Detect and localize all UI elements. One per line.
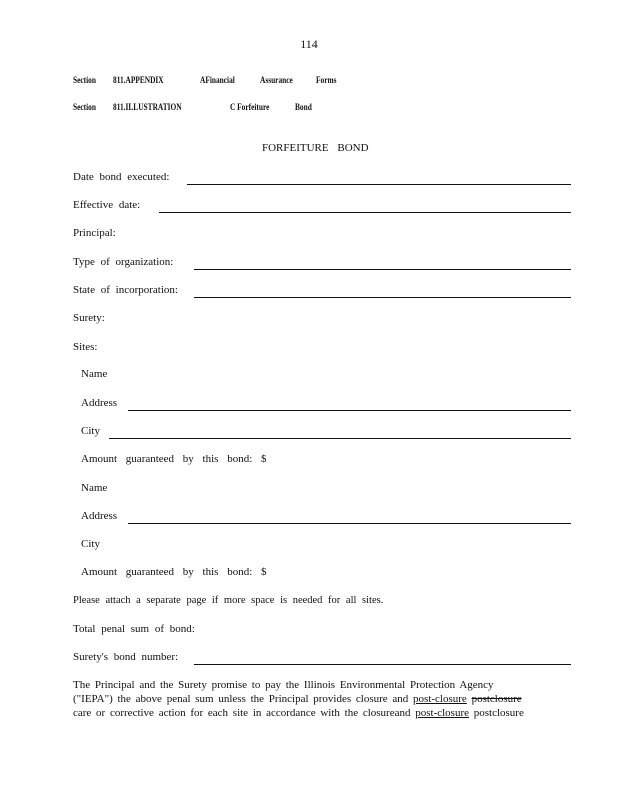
paragraph-line-1: The Principal and the Surety promise to pay the Illinois Environmental Protection Agency: [73, 679, 494, 691]
site1-address-label: Address: [81, 397, 118, 409]
header-illustration: 811.ILLUSTRATION: [113, 102, 182, 112]
header-forfeiture: C Forfeiture: [230, 102, 270, 112]
paragraph-line-2-text: ("IEPA") the above penal sum unless the Principal provides closure and: [73, 693, 409, 705]
surety-label: Surety:: [73, 312, 105, 324]
site1-name-label: Name: [81, 368, 108, 380]
site1-address-line[interactable]: [128, 410, 571, 411]
site1-city-line[interactable]: [109, 438, 571, 439]
header-section-number: 811.APPENDIX: [113, 75, 164, 85]
site1-city-label: City: [81, 425, 100, 437]
paragraph-line-3-underlined: post-closure: [415, 707, 469, 719]
header-section-label: Section: [73, 75, 96, 85]
effective-date-label: Effective date:: [73, 199, 141, 211]
site2-city-label: City: [81, 538, 100, 550]
paragraph-line-3: [73, 707, 524, 719]
date-executed-line[interactable]: [187, 184, 571, 185]
paragraph-line-2: [73, 693, 522, 705]
total-penal-label: Total penal sum of bond:: [73, 623, 195, 635]
state-inc-line[interactable]: [194, 297, 571, 298]
paragraph-line-3-end: postclosure: [473, 707, 524, 719]
site2-amount-label: Amount guaranteed by this bond:: [81, 566, 253, 578]
site2-address-line[interactable]: [128, 523, 571, 524]
header-section-label-2: Section: [73, 102, 96, 112]
paragraph-line-2-underlined: post-closure: [413, 693, 467, 705]
header-financial: AFinancial: [200, 75, 235, 85]
site1-dollar: $: [261, 453, 267, 465]
bond-number-label: Surety's bond number:: [73, 651, 179, 663]
org-type-label: Type of organization:: [73, 256, 174, 268]
form-title: FORFEITURE BOND: [262, 142, 369, 154]
header-assurance: Assurance: [260, 75, 293, 85]
effective-date-line[interactable]: [159, 212, 571, 213]
sites-label: Sites:: [73, 341, 98, 353]
header-forms: Forms: [316, 75, 337, 85]
page-number: 114: [300, 37, 318, 51]
bond-number-line[interactable]: [194, 664, 571, 665]
paragraph-line-3-text: care or corrective action for each site in accordance with the closureand: [73, 707, 411, 719]
attach-note: Please attach a separate page if more space is needed for all sites.: [73, 595, 384, 606]
site1-amount-label: Amount guaranteed by this bond:: [81, 453, 253, 465]
site2-address-label: Address: [81, 510, 118, 522]
org-type-line[interactable]: [194, 269, 571, 270]
date-executed-label: Date bond executed:: [73, 171, 170, 183]
site2-name-label: Name: [81, 482, 108, 494]
site2-dollar: $: [261, 566, 267, 578]
header-bond: Bond: [295, 102, 312, 112]
paragraph-line-2-struck: postclosure: [471, 693, 522, 705]
principal-label: Principal:: [73, 227, 116, 239]
state-inc-label: State of incorporation:: [73, 284, 178, 296]
